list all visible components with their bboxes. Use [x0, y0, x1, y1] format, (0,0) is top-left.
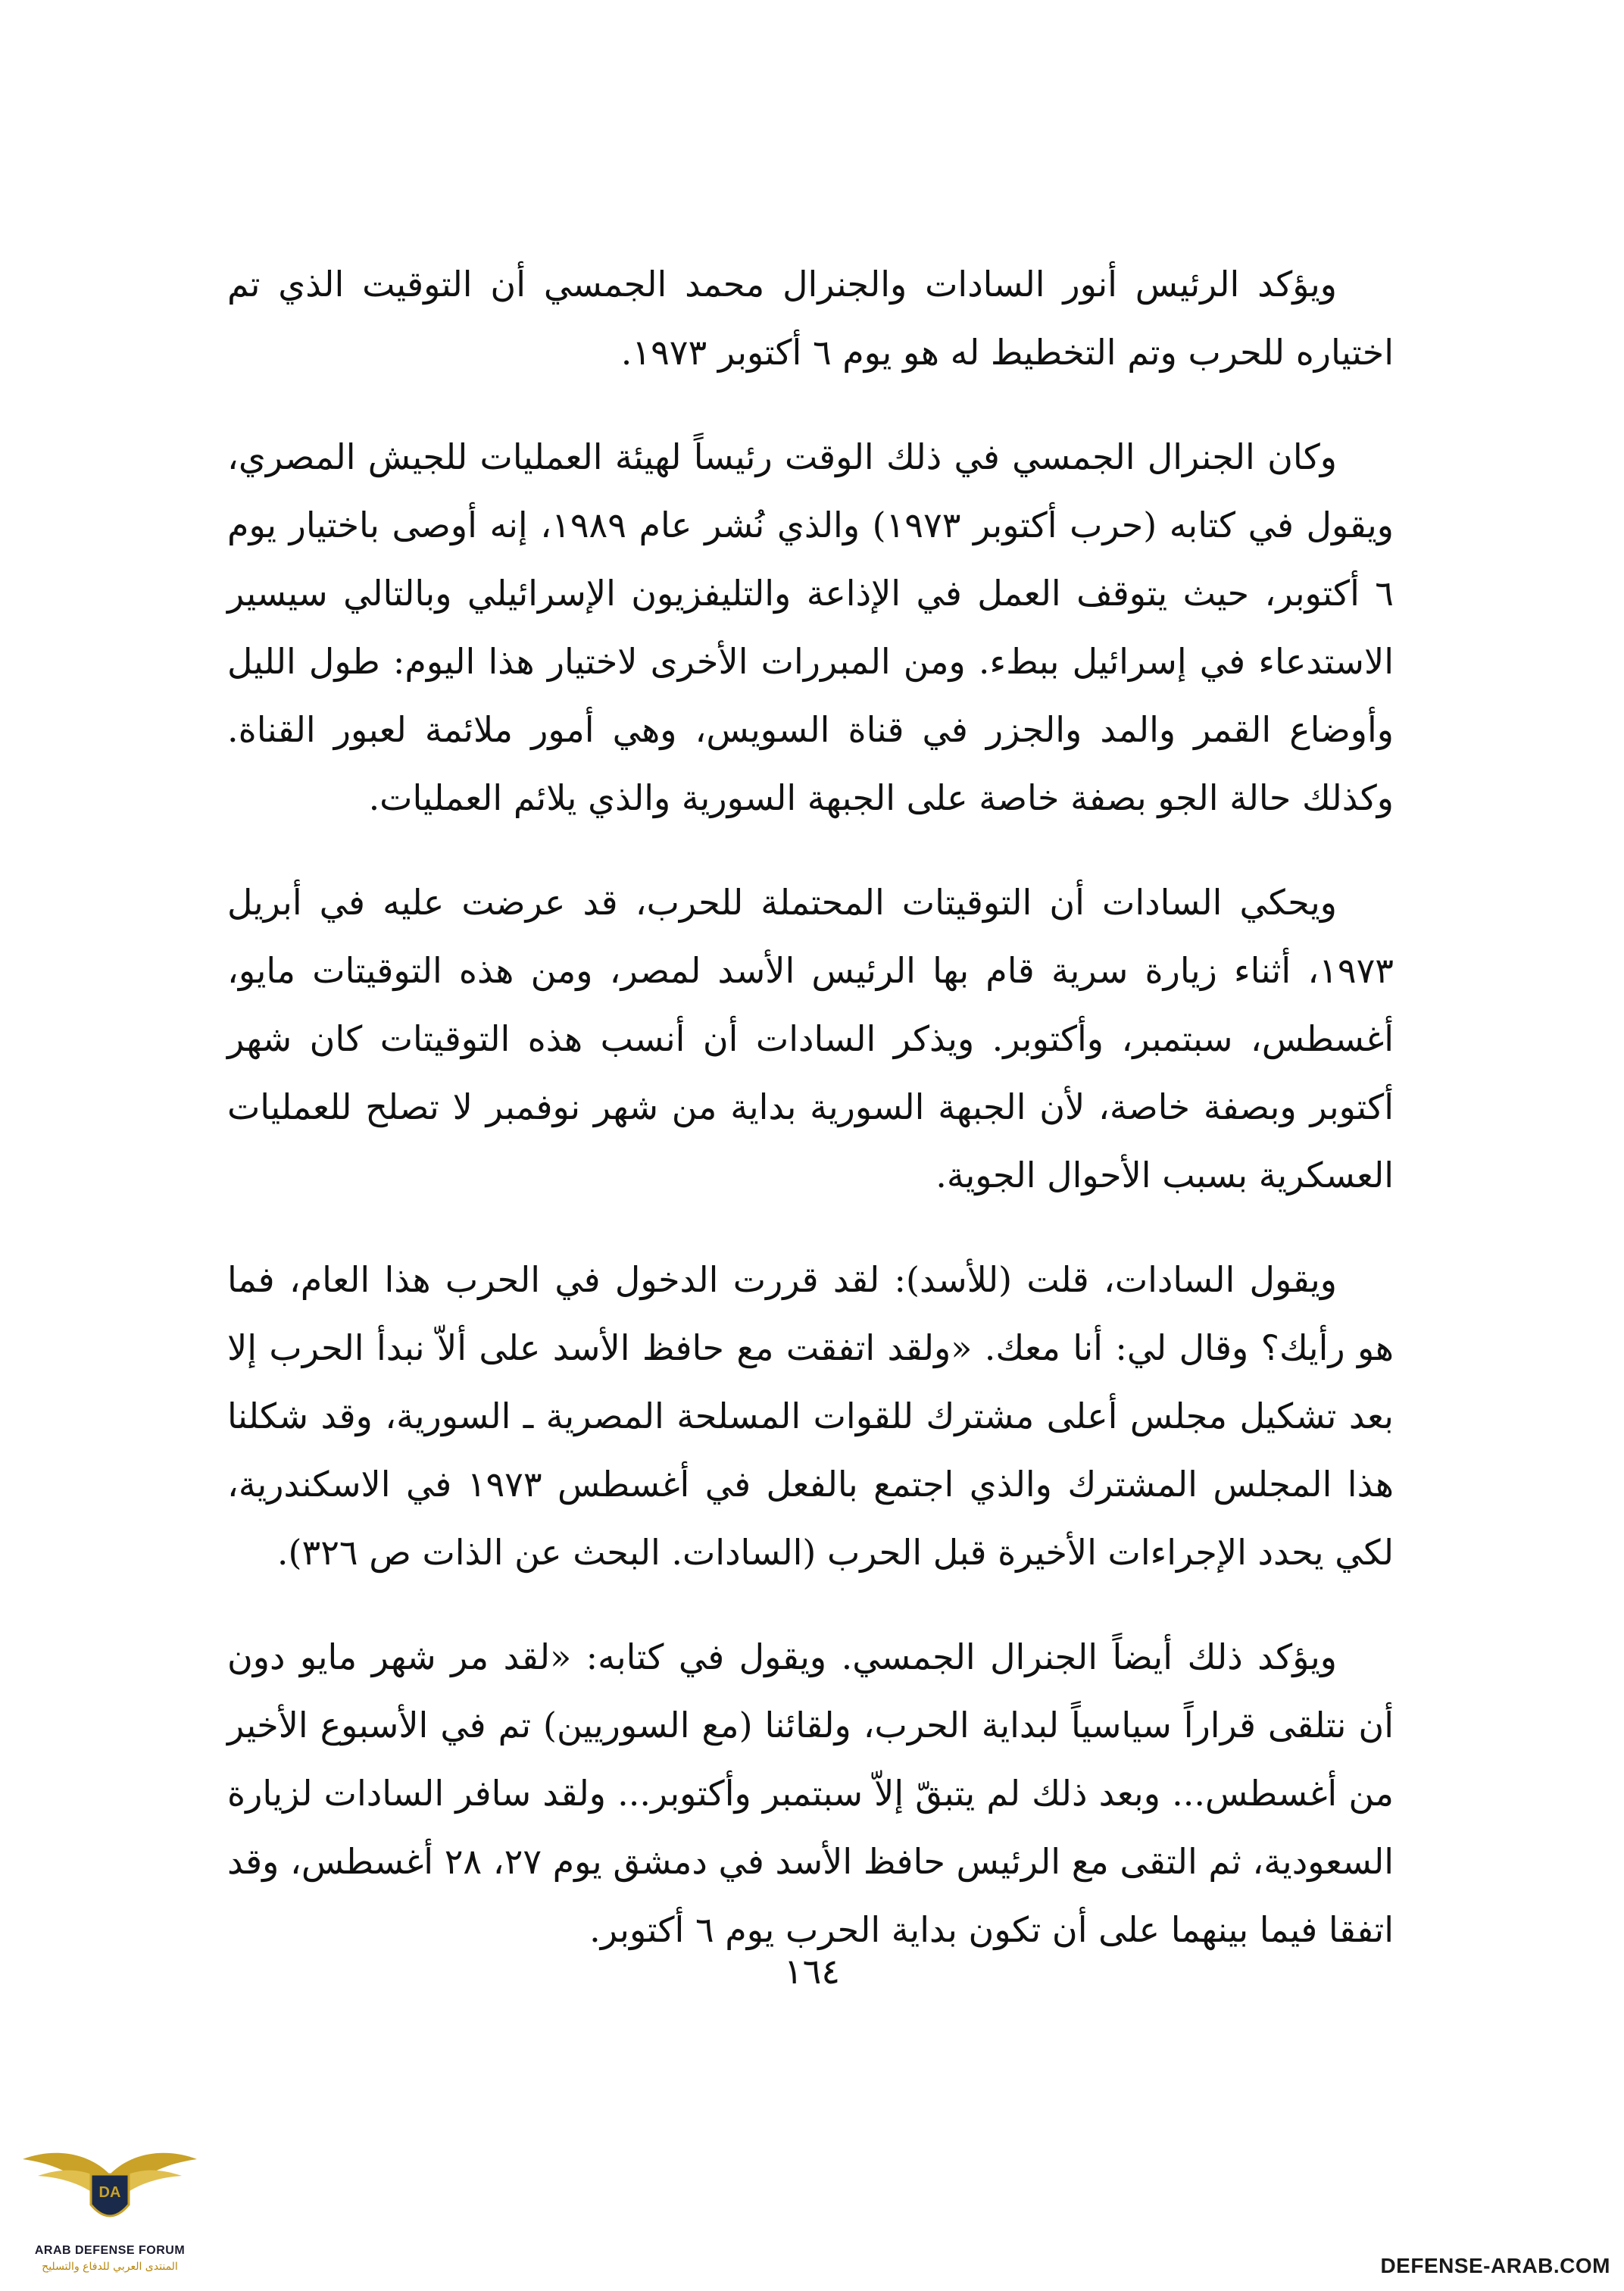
site-url: DEFENSE-ARAB.COM — [1380, 2254, 1610, 2277]
page-number: ١٦٤ — [783, 1951, 841, 1992]
winged-shield-icon — [15, 2121, 205, 2243]
paragraph-3: ويحكي السادات أن التوقيتات المحتملة للحرب، قد عرضت عليه في أبريل ١٩٧٣، أثناء زيارة سرية قام بها الرئيس الأسد لمصر، ومن هذه التوقيتات مايو، أغسطس، سبتمبر، وأكتوبر. ويذكر السادات أن أنسب هذه التوقيتات كان شهر أكتوبر وبصفة خاصة، لأن الجبهة السورية بداية من شهر نوفمبر لا تصلح للعمليات العسكرية بسبب الأحوال الجوية. — [227, 882, 1394, 1196]
paragraph-2: وكان الجنرال الجمسي في ذلك الوقت رئيساً لهيئة العمليات للجيش المصري، ويقول في كتابه (حرب أكتوبر ١٩٧٣) والذي نُشر عام ١٩٨٩، إنه أوصى باختيار يوم ٦ أكتوبر، حيث يتوقف العمل في الإذاعة والتليفزيون الإسرائيلي وبالتالي سيسير الاستدعاء في إسرائيل ببطء. ومن المبررات الأخرى لاختيار هذا اليوم: طول الليل وأوضاع القمر والمد والجزر في قناة السويس، وهي أمور ملائمة لعبور القناة. وكذلك حالة الجو بصفة خاصة على الجبهة السورية والذي يلائم العمليات. — [227, 436, 1394, 818]
logo-text: DA — [98, 2184, 121, 2201]
paragraph-1: ويؤكد الرئيس أنور السادات والجنرال محمد الجمسي أن التوقيت الذي تم اختياره للحرب وتم التخطيط له هو يوم ٦ أكتوبر ١٩٧٣. — [227, 264, 1394, 373]
paragraph-5: ويؤكد ذلك أيضاً الجنرال الجمسي. ويقول في كتابه: «لقد مر شهر مايو دون أن نتلقى قراراً سياسياً لبداية الحرب، ولقائنا (مع السوريين) تم في الأسبوع الأخير من أغسطس... وبعد ذلك لم يتبقّ إلاّ سبتمبر وأكتوبر... ولقد سافر السادات لزيارة السعودية، ثم التقى مع الرئيس حافظ الأسد في دمشق يوم ٢٧، ٢٨ أغسطس، وقد اتفقا فيما بينهما على أن تكون بداية الحرب يوم ٦ أكتوبر. — [227, 1636, 1394, 1950]
forum-name-english: ARAB DEFENSE FORUM — [34, 2244, 186, 2257]
page-body — [227, 250, 1394, 2000]
forum-name-arabic: المنتدى العربي للدفاع والتسليح — [42, 2261, 178, 2273]
paragraph-4: ويقول السادات، قلت (للأسد): لقد قررت الدخول في الحرب هذا العام، فما هو رأيك؟ وقال لي: أنا معك. «ولقد اتفقت مع حافظ الأسد على ألاّ نبدأ الحرب إلا بعد تشكيل مجلس أعلى مشترك للقوات المسلحة المصرية ـ السورية، وقد شكلنا هذا المجلس المشترك والذي اجتمع بالفعل في أغسطس ١٩٧٣ في الاسكندرية، لكي يحدد الإجراءات الأخيرة قبل الحرب (السادات. البحث عن الذات ص ٣٢٦). — [227, 1259, 1394, 1573]
